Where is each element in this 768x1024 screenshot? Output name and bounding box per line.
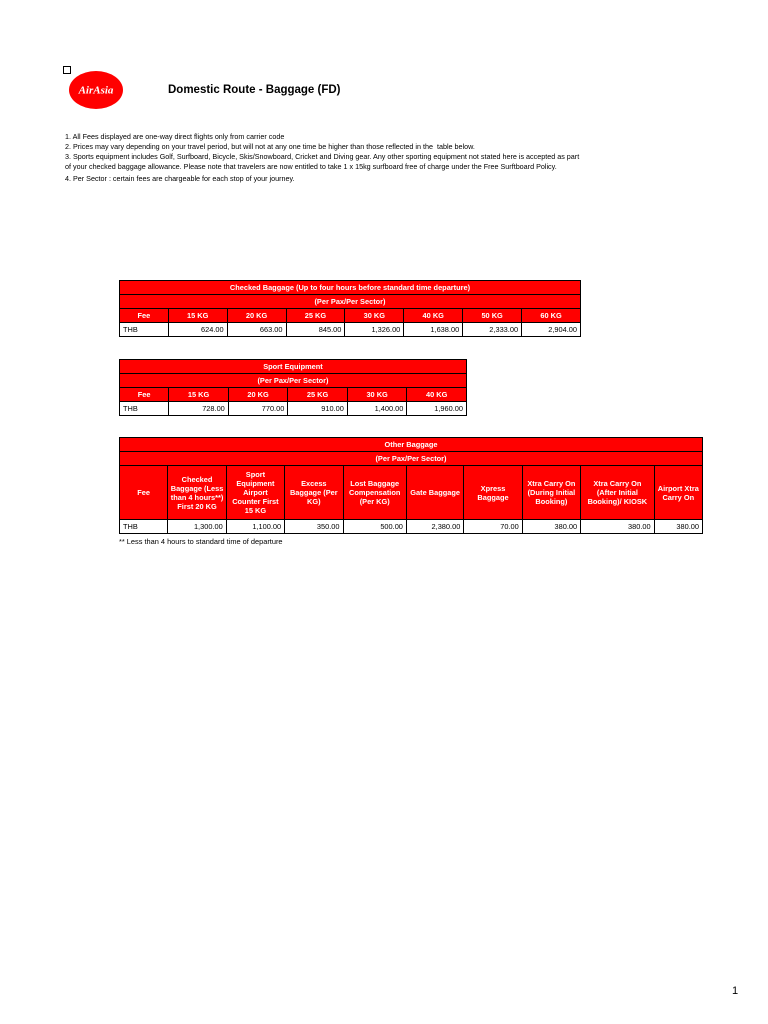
column-header: 20 KG bbox=[227, 309, 286, 323]
page-number: 1 bbox=[732, 985, 739, 997]
column-header: 40 KG bbox=[404, 309, 463, 323]
checked-baggage-table bbox=[119, 280, 581, 337]
table-subtitle: (Per Pax/Per Sector) bbox=[120, 374, 467, 388]
table-cell: 1,300.00 bbox=[168, 520, 226, 534]
table-cell: THB bbox=[120, 520, 168, 534]
column-header: Xtra Carry On (During Initial Booking) bbox=[522, 466, 580, 520]
airasia-logo bbox=[68, 70, 124, 110]
table-cell: 1,326.00 bbox=[345, 323, 404, 337]
column-header: 15 KG bbox=[168, 309, 227, 323]
table-cell: 2,904.00 bbox=[522, 323, 581, 337]
table-cell: 1,960.00 bbox=[407, 402, 467, 416]
note-item: 3. Sports equipment includes Golf, Surfboard, Bicycle, Skis/Snowboard, Cricket and Diving gear. Any other sporting equipment not stated here is accepted as part of your checked baggage allowance. Please note that travelers are now entitled to take 1 x 15kg surfboard free of charge under the Free Surftboard Policy. bbox=[65, 152, 580, 171]
table-cell: 910.00 bbox=[288, 402, 348, 416]
notes-list bbox=[65, 132, 705, 184]
column-header: Lost Baggage Compensation (Per KG) bbox=[343, 466, 406, 520]
table-cell: 380.00 bbox=[522, 520, 580, 534]
column-header: Gate Baggage bbox=[406, 466, 463, 520]
other-baggage-table bbox=[119, 437, 703, 534]
column-header: 25 KG bbox=[286, 309, 345, 323]
table-row bbox=[120, 402, 467, 416]
column-header: Sport Equipment Airport Counter First 15 KG bbox=[226, 466, 284, 520]
column-header: Checked Baggage (Less than 4 hours**) First 20 KG bbox=[168, 466, 226, 520]
column-header: Xpress Baggage bbox=[464, 466, 522, 520]
note-item: 2. Prices may vary depending on your travel period, but will not at any one time be higher than those reflected in the table below. bbox=[65, 142, 475, 151]
page-title: Domestic Route - Baggage (FD) bbox=[168, 84, 341, 96]
column-header: Fee bbox=[120, 466, 168, 520]
table-cell: 770.00 bbox=[228, 402, 288, 416]
table-cell: 380.00 bbox=[581, 520, 655, 534]
table-cell: 728.00 bbox=[169, 402, 229, 416]
table-cell: 2,333.00 bbox=[463, 323, 522, 337]
column-header: Airport Xtra Carry On bbox=[654, 466, 702, 520]
column-header: 25 KG bbox=[288, 388, 348, 402]
table-subtitle: (Per Pax/Per Sector) bbox=[120, 295, 581, 309]
table-title: Checked Baggage (Up to four hours before standard time departure) bbox=[120, 281, 581, 295]
table-cell: 380.00 bbox=[654, 520, 702, 534]
sport-equipment-table bbox=[119, 359, 467, 416]
column-header: 30 KG bbox=[347, 388, 407, 402]
table-cell: 350.00 bbox=[285, 520, 343, 534]
column-header: 40 KG bbox=[407, 388, 467, 402]
logo-text: AirAsia bbox=[78, 84, 114, 97]
table-cell: 1,638.00 bbox=[404, 323, 463, 337]
column-header: 15 KG bbox=[169, 388, 229, 402]
footnote: ** Less than 4 hours to standard time of departure bbox=[119, 537, 283, 546]
column-header: Excess Baggage (Per KG) bbox=[285, 466, 343, 520]
table-subtitle: (Per Pax/Per Sector) bbox=[120, 452, 703, 466]
table-cell: 70.00 bbox=[464, 520, 522, 534]
column-header: 50 KG bbox=[463, 309, 522, 323]
table-title: Sport Equipment bbox=[120, 360, 467, 374]
table-row bbox=[120, 323, 581, 337]
column-header: 20 KG bbox=[228, 388, 288, 402]
table-cell: THB bbox=[120, 323, 169, 337]
column-header: 60 KG bbox=[522, 309, 581, 323]
note-item: 1. All Fees displayed are one-way direct flights only from carrier code bbox=[65, 132, 285, 141]
note-item: 4. Per Sector : certain fees are chargeable for each stop of your journey. bbox=[65, 174, 295, 183]
column-header: Xtra Carry On (After Initial Booking)/ KIOSK bbox=[581, 466, 655, 520]
table-cell: 500.00 bbox=[343, 520, 406, 534]
table-title: Other Baggage bbox=[120, 438, 703, 452]
table-cell: 2,380.00 bbox=[406, 520, 463, 534]
table-row bbox=[120, 520, 703, 534]
table-cell: 1,100.00 bbox=[226, 520, 284, 534]
table-cell: 1,400.00 bbox=[347, 402, 407, 416]
table-cell: 624.00 bbox=[168, 323, 227, 337]
table-cell: 663.00 bbox=[227, 323, 286, 337]
table-cell: 845.00 bbox=[286, 323, 345, 337]
table-cell: THB bbox=[120, 402, 169, 416]
column-header: Fee bbox=[120, 309, 169, 323]
column-header: Fee bbox=[120, 388, 169, 402]
column-header: 30 KG bbox=[345, 309, 404, 323]
